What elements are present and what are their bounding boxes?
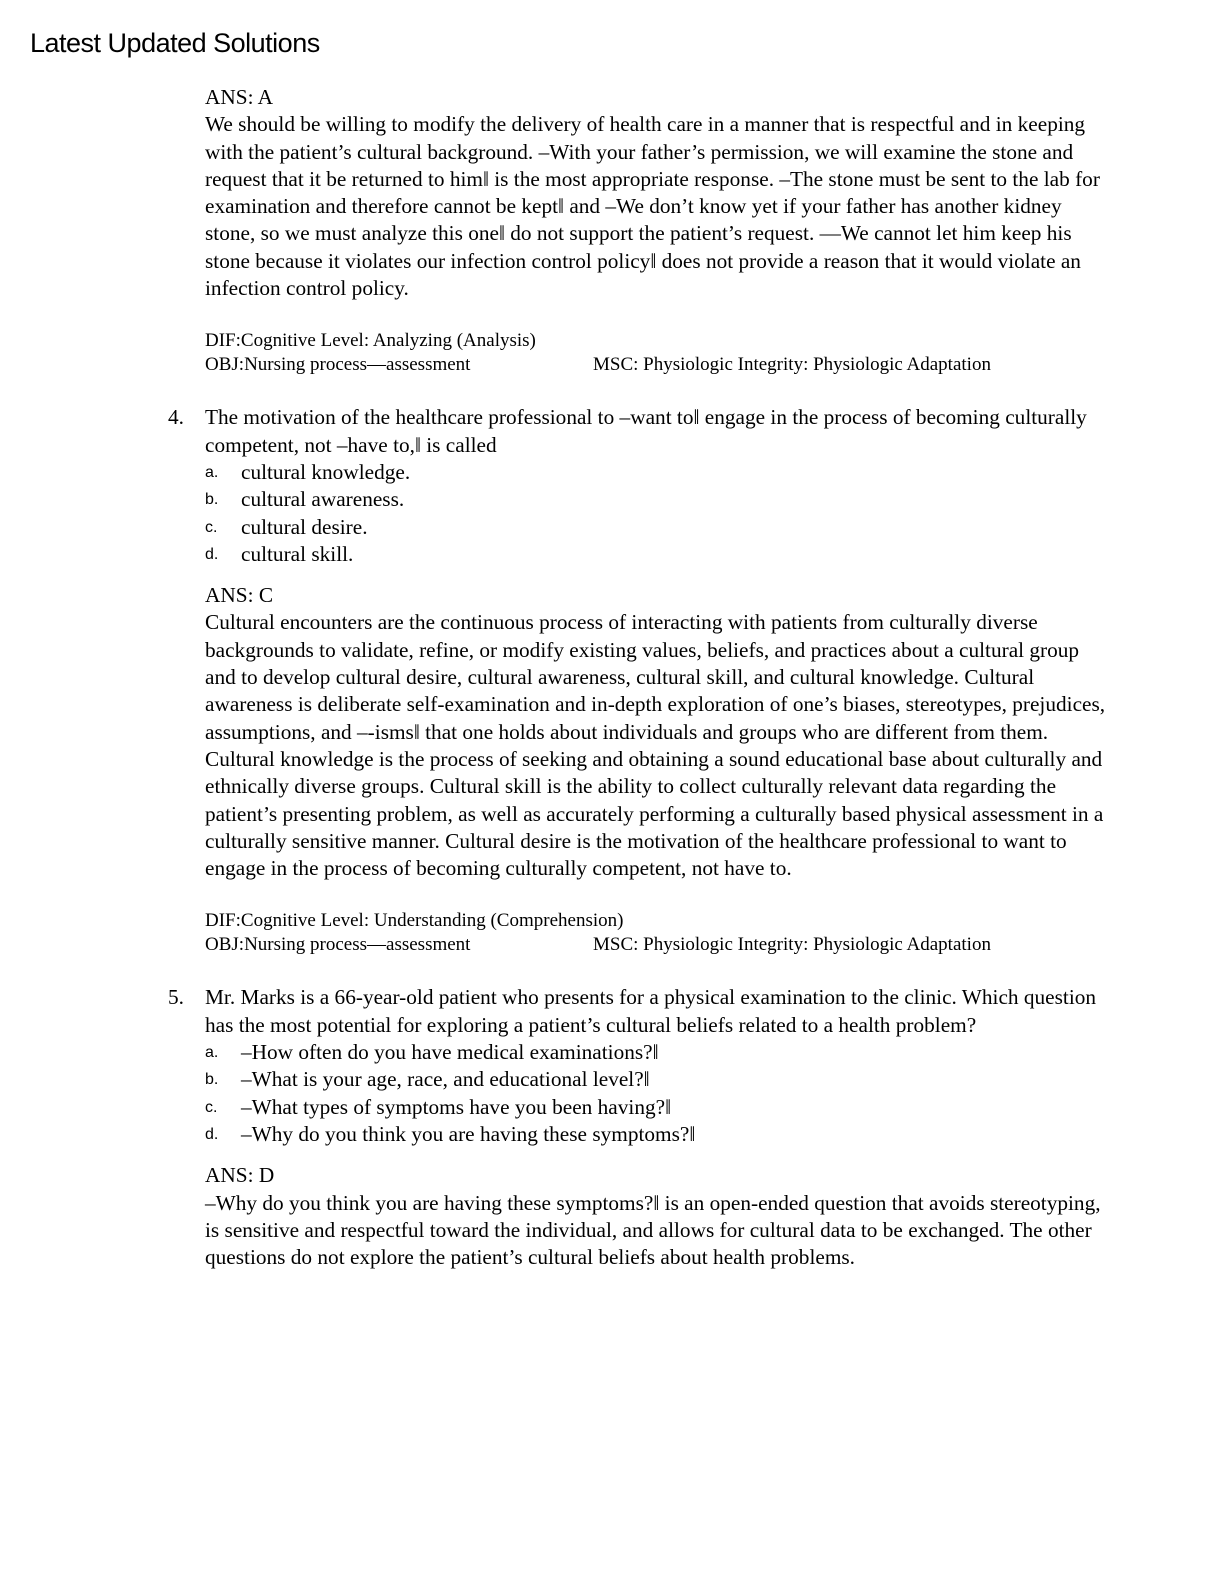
option-letter: c. [205,518,218,536]
option-letter: d. [205,545,219,563]
document-body [168,84,1110,1271]
question-4-metadata [205,909,1110,957]
question-4-number: 4. [168,405,184,430]
option-item [205,1039,1110,1066]
q3-msc: MSC: Physiologic Integrity: Physiologic Adaptation [593,354,991,376]
option-text: cultural knowledge. [241,459,411,484]
option-text: cultural awareness. [241,487,405,512]
q3-answer-section [205,84,1110,377]
option-item [205,486,1110,513]
question-5 [168,984,1110,1271]
question-5-options [205,1039,1110,1148]
question-5-rationale: ‒Why do you think you are having these symptoms?‖ is an open-ended question that avoids stereotyping, is sensitive and respectful toward the individual, and allows for cultural data to be exchanged. The other questions do not explore the patient’s cultural beliefs about health problems. [205,1190,1101,1270]
question-5-answer-key: ANS: D [205,1163,275,1188]
question-4-difficulty: DIF:Cognitive Level: Understanding (Comprehension) [205,910,624,932]
option-text: ‒What is your age, race, and educational level?‖ [241,1067,650,1092]
page-header-title: Latest Updated Solutions [30,28,320,58]
option-letter: b. [205,491,219,509]
question-4-objective: OBJ:Nursing process—assessment [205,934,471,956]
question-5-number: 5. [168,985,184,1010]
option-letter: a. [205,463,219,481]
q3-objective: OBJ:Nursing process—assessment [205,354,471,376]
q3-rationale: We should be willing to modify the delivery of health care in a manner that is respectful and in keeping with the patient’s cultural background. ‒With your father’s permission, we will examine the stone and request that it be returned to him‖ is the most appropriate response. ‒The stone must be sent to the lab for examination and therefore cannot be kept‖ and ‒We don’t know yet if your father has another kidney stone, so we must analyze this one‖ do not support the patient’s request. ―We cannot let him keep his stone because it violates our infection control policy‖ does not provide a reason that it would violate an infection control policy. [205,112,1100,301]
option-text: ‒How often do you have medical examinations?‖ [241,1040,659,1065]
option-item [205,541,1110,568]
option-item [205,459,1110,486]
option-item [205,1094,1110,1121]
question-4-rationale: Cultural encounters are the continuous process of interacting with patients from culturally diverse backgrounds to validate, refine, or modify existing values, beliefs, and practices about a cultural group and to develop cultural desire, cultural awareness, cultural skill, and cultural knowledge. Cultural awareness is deliberate self-examination and in-depth exploration of one’s biases, stereotypes, prejudices, assumptions, and ‒-isms‖ that one holds about individuals and groups who are different from them. Cultural knowledge is the process of seeking and obtaining a sound educational base about culturally and ethnically diverse groups. Cultural skill is the ability to collect culturally relevant data regarding the patient’s presenting problem, as well as accurately performing a culturally based physical assessment in a culturally sensitive manner. Cultural desire is the motivation of the healthcare professional to want to engage in the process of becoming culturally competent, not have to. [205,610,1106,881]
q3-difficulty: DIF:Cognitive Level: Analyzing (Analysis) [205,330,536,352]
option-item [205,1121,1110,1148]
option-text: cultural desire. [241,514,368,539]
option-item [205,514,1110,541]
option-letter: d. [205,1125,219,1143]
question-4-msc: MSC: Physiologic Integrity: Physiologic Adaptation [593,934,991,956]
option-item [205,1066,1110,1093]
question-5-stem: Mr. Marks is a 66-year-old patient who presents for a physical examination to the clinic. Which question has the most potential for exploring a patient’s cultural beliefs related to a health problem? [205,985,1097,1037]
q3-answer-key: ANS: A [205,85,274,109]
option-letter: b. [205,1071,219,1089]
question-4-answer-key: ANS: C [205,583,274,608]
question-4-options [205,459,1110,568]
option-letter: c. [205,1098,218,1116]
option-text: cultural skill. [241,541,354,566]
option-text: ‒What types of symptoms have you been having?‖ [241,1094,672,1119]
option-text: ‒Why do you think you are having these symptoms?‖ [241,1121,696,1146]
option-letter: a. [205,1044,219,1062]
question-4-stem: The motivation of the healthcare professional to ‒want to‖ engage in the process of becoming culturally competent, not ‒have to,‖ is called [205,405,1087,457]
q3-metadata [205,329,1110,377]
question-4 [168,404,1110,957]
